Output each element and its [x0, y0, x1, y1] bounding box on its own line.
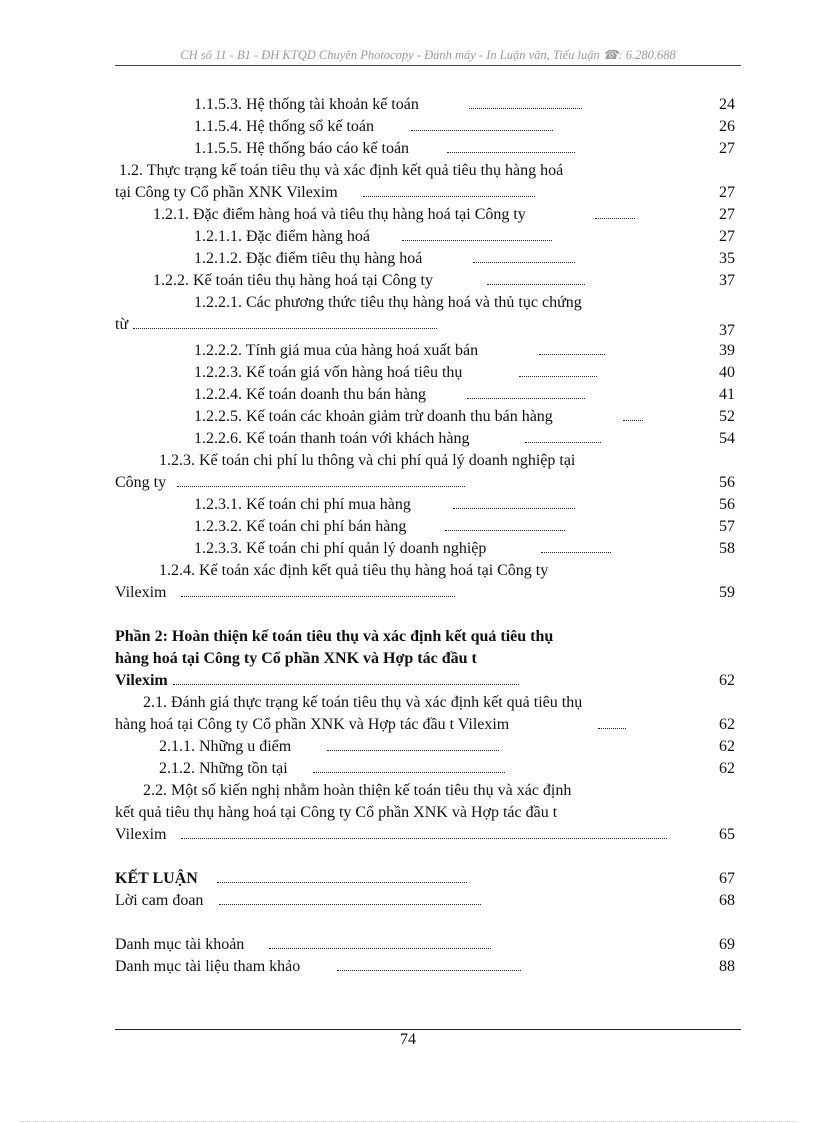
toc-entry-title: 1.2.3.3. Kế toán chi phí quản lý doanh nghiệp: [194, 540, 487, 557]
toc-entry-title-line3: Vilexim: [115, 826, 167, 843]
toc-entry: [115, 890, 735, 912]
toc-entry: [115, 362, 735, 384]
toc-page-number: 62: [719, 760, 735, 777]
toc-entry: [115, 934, 735, 956]
toc-leader: [487, 270, 585, 285]
header-rule: [115, 65, 741, 66]
toc-entry: [115, 670, 735, 692]
toc-leader: [269, 934, 491, 949]
toc-entry: [115, 340, 735, 362]
toc-page-number: 58: [719, 540, 735, 557]
toc-entry: [115, 160, 735, 182]
toc-entry: [115, 428, 735, 450]
toc-entry: [115, 780, 735, 802]
toc-leader: [173, 670, 519, 685]
toc-entry-title-line1: 1.2.4. Kế toán xác định kết quả tiêu thụ hàng hoá tại Công ty: [159, 562, 549, 579]
toc-entry: [115, 204, 735, 226]
toc-leader: [313, 758, 505, 773]
toc-leader: [363, 182, 535, 197]
toc-entry-title: 1.2.2. Kế toán tiêu thụ hàng hoá tại Công ty: [153, 272, 433, 289]
toc-entry-title-line2: từ: [115, 316, 129, 333]
toc-leader: [453, 494, 575, 509]
toc-page-number: 69: [719, 936, 735, 953]
toc-page-number: 65: [719, 826, 735, 843]
toc-leader: [411, 116, 553, 131]
toc-leader: [181, 824, 667, 839]
toc-part-title-line1: Phần 2: Hoàn thiện kế toán tiêu thụ và xác định kết quả tiêu thụ: [115, 628, 554, 645]
toc-entry: [115, 248, 735, 270]
toc-entry-title-line2: hàng hoá tại Công ty Cổ phần XNK và Hợp tác đầu t Vilexim: [115, 716, 510, 733]
toc-entry-title-line1: 1.2.2.1. Các phương thức tiêu thụ hàng hoá và thủ tục chứng: [194, 294, 582, 311]
toc-page-number: 68: [719, 892, 735, 909]
toc-entry-title: 1.2.2.5. Kế toán các khoản giảm trừ doanh thu bán hàng: [194, 408, 553, 425]
toc-part-title-line3: Vilexim: [115, 672, 168, 689]
toc-leader: [337, 956, 521, 971]
toc-entry-title-line2: Công ty: [115, 474, 167, 491]
toc-entry: [115, 802, 735, 824]
toc-entry: [115, 292, 735, 314]
toc-entry: [115, 270, 735, 292]
toc-page-number: 40: [719, 364, 735, 381]
toc-entry: [115, 824, 735, 846]
toc-entry-title: Danh mục tài liệu tham khảo: [115, 958, 301, 975]
toc-entry-title-line2: Vilexim: [115, 584, 167, 601]
toc-page-number: 52: [719, 408, 735, 425]
toc-entry: [115, 494, 735, 516]
toc-entry-title: 1.2.2.4. Kế toán doanh thu bán hàng: [194, 386, 426, 403]
toc-entry: [115, 450, 735, 472]
toc-entry: [115, 384, 735, 406]
toc-leader: [219, 890, 481, 905]
toc-entry-title: Lời cam đoan: [115, 892, 204, 909]
toc-page-number: 57: [719, 518, 735, 535]
toc-entry: [115, 516, 735, 538]
toc-entry: [115, 138, 735, 160]
toc-entry-title-line2: tại Công ty Cổ phần XNK Vilexim: [115, 184, 338, 201]
toc-entry-title: 1.1.5.3. Hệ thống tài khoản kế toán: [194, 96, 419, 113]
toc-entry: [115, 226, 735, 248]
toc-page-number: 59: [719, 584, 735, 601]
toc-page-number: 67: [719, 870, 735, 887]
toc-entry: [115, 736, 735, 758]
toc-leader: [519, 362, 597, 377]
toc-leader: [467, 384, 585, 399]
toc-leader: [539, 340, 605, 355]
toc-entry: [115, 582, 735, 604]
toc-leader: [623, 406, 643, 421]
toc-entry-title-line1: 2.1. Đánh giá thực trạng kế toán tiêu thụ và xác định kết quả tiêu thụ: [143, 694, 583, 711]
toc-part-title-line2: hàng hoá tại Công ty Cổ phần XNK và Hợp tác đầu t: [115, 650, 477, 667]
toc-entry: [115, 560, 735, 582]
toc-entry: [115, 472, 735, 494]
toc-leader: [469, 94, 582, 109]
toc-entry: [115, 116, 735, 138]
toc-entry-title-line1: 2.2. Một số kiến nghị nhằm hoàn thiện kế toán tiêu thụ và xác định: [143, 782, 572, 799]
toc-leader: [217, 868, 467, 883]
toc-leader: [445, 516, 565, 531]
toc-entry-title: 1.2.2.6. Kế toán thanh toán với khách hàng: [194, 430, 470, 447]
toc-entry-title: 1.2.1.2. Đặc điểm tiêu thụ hàng hoá: [194, 250, 423, 267]
toc-entry-title-line1: 1.2. Thực trạng kế toán tiêu thụ và xác định kết quả tiêu thụ hàng hoá: [119, 162, 564, 179]
toc-entry-title: 1.2.2.2. Tính giá mua của hàng hoá xuất bán: [194, 342, 479, 359]
toc-leader: [177, 472, 465, 487]
toc-leader: [473, 248, 575, 263]
toc-entry-title: 2.1.1. Những u điểm: [159, 738, 292, 755]
toc-entry: [115, 758, 735, 780]
toc-entry-title: 1.2.1.1. Đặc điểm hàng hoá: [194, 228, 370, 245]
toc-entry: [115, 626, 735, 648]
toc-leader: [402, 226, 552, 241]
toc-entry-title: Danh mục tài khoản: [115, 936, 245, 953]
toc-entry: [115, 868, 735, 890]
toc-page-number: 62: [719, 716, 735, 733]
toc-page-number: 62: [719, 672, 735, 689]
toc-leader: [327, 736, 499, 751]
toc-entry: [115, 714, 735, 736]
conclusion-title: KẾT LUẬN: [115, 870, 198, 887]
toc-entry-title: 1.1.5.5. Hệ thống báo cáo kế toán: [194, 140, 410, 157]
toc-page-number: 56: [719, 496, 735, 513]
toc-entry: [115, 320, 735, 342]
toc-entry-title: 1.1.5.4. Hệ thống sổ kế toán: [194, 118, 374, 135]
toc-page-number: 35: [719, 250, 735, 267]
toc-page-number: 37: [719, 272, 735, 289]
toc-entry: [115, 94, 735, 116]
toc-entry: [115, 538, 735, 560]
page-edge-dots: [20, 1121, 796, 1122]
toc-entry-title: 1.2.2.3. Kế toán giá vốn hàng hoá tiêu thụ: [194, 364, 463, 381]
toc-entry-title: 2.1.2. Những tồn tại: [159, 760, 288, 777]
toc-page-number: 39: [719, 342, 735, 359]
page-number: 74: [400, 1031, 416, 1048]
toc-page-number: 26: [719, 118, 735, 135]
toc-entry-title: 1.2.3.1. Kế toán chi phí mua hàng: [194, 496, 411, 513]
toc-leader: [525, 428, 601, 443]
toc-page-number: 27: [719, 140, 735, 157]
toc-leader: [541, 538, 611, 553]
toc-page-number: 54: [719, 430, 735, 447]
toc-leader: [595, 204, 635, 219]
toc-page-number: 27: [719, 184, 735, 201]
toc-entry: [115, 182, 735, 204]
toc-page-number: 27: [719, 206, 735, 223]
toc-leader: [181, 582, 455, 597]
toc-entry-title-line1: 1.2.3. Kế toán chi phí lu thông và chi phí quả lý doanh nghiệp tại: [159, 452, 576, 469]
toc-page-number: 41: [719, 386, 735, 403]
footer-rule: [115, 1029, 741, 1030]
toc-page-number: 88: [719, 958, 735, 975]
toc-page-number: 56: [719, 474, 735, 491]
toc-entry: [115, 956, 735, 978]
running-header: CH số 11 - B1 - ĐH KTQD Chuyên Photocopy - Đánh máy - In Luận văn, Tiểu luận ☎: 6.280.688: [180, 48, 676, 62]
toc-entry: [115, 648, 735, 670]
toc-page-number: 27: [719, 228, 735, 245]
toc-page-number: 37: [719, 322, 735, 339]
toc-entry-title: 1.2.3.2. Kế toán chi phí bán hàng: [194, 518, 407, 535]
toc-entry-title-line2: kết quả tiêu thụ hàng hoá tại Công ty Cổ phần XNK và Hợp tác đầu t: [115, 804, 558, 821]
toc-entry-title: 1.2.1. Đặc điểm hàng hoá và tiêu thụ hàng hoá tại Công ty: [153, 206, 526, 223]
toc-leader: [447, 138, 575, 153]
toc-leader: [598, 714, 626, 729]
toc-entry: [115, 406, 735, 428]
toc-entry: [115, 692, 735, 714]
toc-page-number: 62: [719, 738, 735, 755]
toc-page-number: 24: [719, 96, 735, 113]
